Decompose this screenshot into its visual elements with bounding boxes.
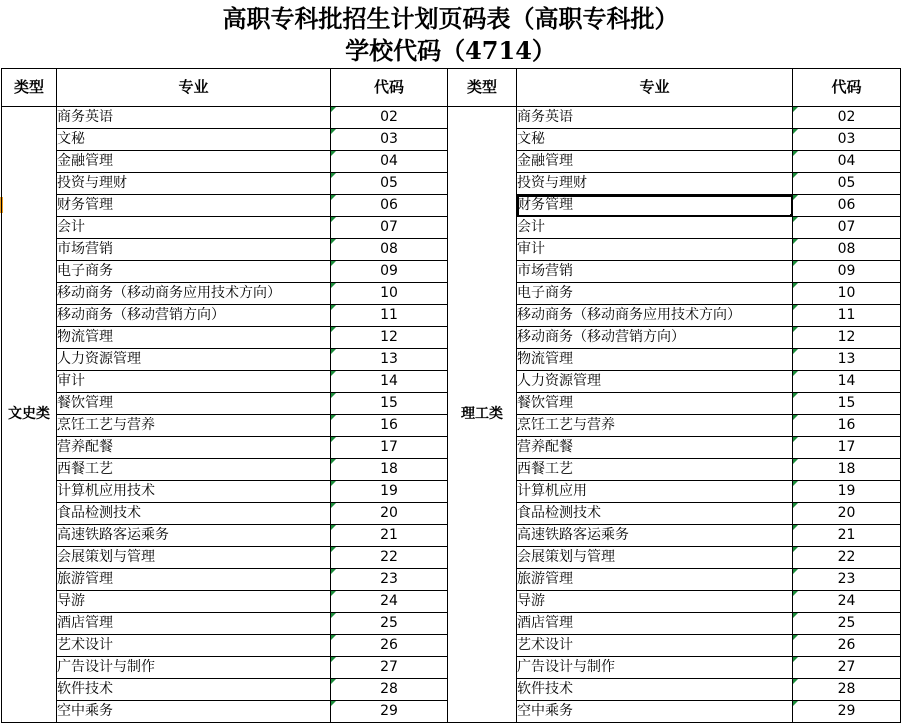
code-cell-right[interactable]: 18 bbox=[793, 459, 901, 481]
major-cell-left[interactable]: 电子商务 bbox=[57, 261, 331, 283]
code-cell-right[interactable]: 11 bbox=[793, 305, 901, 327]
major-cell-left[interactable]: 空中乘务 bbox=[57, 701, 331, 723]
code-cell-right[interactable]: 17 bbox=[793, 437, 901, 459]
major-cell-left[interactable]: 财务管理 bbox=[57, 195, 331, 217]
code-cell-right[interactable]: 21 bbox=[793, 525, 901, 547]
code-cell-right[interactable]: 27 bbox=[793, 657, 901, 679]
code-cell-right[interactable]: 02 bbox=[793, 107, 901, 129]
code-cell-left[interactable]: 07 bbox=[331, 217, 448, 239]
major-cell-right[interactable]: 商务英语 bbox=[517, 107, 793, 129]
code-cell-right[interactable]: 24 bbox=[793, 591, 901, 613]
major-cell-right[interactable]: 软件技术 bbox=[517, 679, 793, 701]
major-cell-left[interactable]: 广告设计与制作 bbox=[57, 657, 331, 679]
major-cell-right[interactable]: 文秘 bbox=[517, 129, 793, 151]
code-cell-left[interactable]: 18 bbox=[331, 459, 448, 481]
major-cell-left[interactable]: 物流管理 bbox=[57, 327, 331, 349]
major-cell-left[interactable]: 艺术设计 bbox=[57, 635, 331, 657]
code-cell-left[interactable]: 29 bbox=[331, 701, 448, 723]
major-cell-left[interactable]: 高速铁路客运乘务 bbox=[57, 525, 331, 547]
major-cell-right[interactable]: 餐饮管理 bbox=[517, 393, 793, 415]
major-cell-left[interactable]: 烹饪工艺与营养 bbox=[57, 415, 331, 437]
code-cell-right[interactable]: 29 bbox=[793, 701, 901, 723]
code-cell-right[interactable]: 12 bbox=[793, 327, 901, 349]
code-cell-left[interactable]: 17 bbox=[331, 437, 448, 459]
header-type-right[interactable]: 类型 bbox=[448, 69, 517, 107]
code-cell-right[interactable]: 03 bbox=[793, 129, 901, 151]
code-cell-right[interactable]: 04 bbox=[793, 151, 901, 173]
type-cell-left[interactable]: 文史类 bbox=[2, 107, 57, 723]
major-cell-right[interactable]: 会展策划与管理 bbox=[517, 547, 793, 569]
code-cell-left[interactable]: 14 bbox=[331, 371, 448, 393]
major-cell-right[interactable]: 移动商务（移动营销方向） bbox=[517, 327, 793, 349]
code-cell-left[interactable]: 10 bbox=[331, 283, 448, 305]
code-cell-left[interactable]: 25 bbox=[331, 613, 448, 635]
code-cell-right[interactable]: 14 bbox=[793, 371, 901, 393]
code-cell-left[interactable]: 09 bbox=[331, 261, 448, 283]
sheet-subtitle: 学校代码（4714） bbox=[345, 36, 556, 65]
table-row bbox=[2, 107, 901, 129]
major-cell-right[interactable]: 物流管理 bbox=[517, 349, 793, 371]
code-cell-left[interactable]: 27 bbox=[331, 657, 448, 679]
code-cell-right[interactable]: 09 bbox=[793, 261, 901, 283]
major-cell-right[interactable]: 金融管理 bbox=[517, 151, 793, 173]
header-major-right[interactable]: 专业 bbox=[517, 69, 793, 107]
code-cell-right[interactable]: 05 bbox=[793, 173, 901, 195]
code-cell-left[interactable]: 24 bbox=[331, 591, 448, 613]
major-cell-right[interactable]: 人力资源管理 bbox=[517, 371, 793, 393]
header-row bbox=[2, 69, 901, 107]
major-cell-right[interactable]: 电子商务 bbox=[517, 283, 793, 305]
sheet-title: 高职专科批招生计划页码表（高职专科批） bbox=[222, 4, 679, 33]
major-cell-left[interactable]: 投资与理财 bbox=[57, 173, 331, 195]
major-cell-right[interactable]: 移动商务（移动商务应用技术方向） bbox=[517, 305, 793, 327]
table-body bbox=[2, 107, 901, 723]
code-cell-left[interactable]: 19 bbox=[331, 481, 448, 503]
code-cell-left[interactable]: 26 bbox=[331, 635, 448, 657]
header-major-left[interactable]: 专业 bbox=[57, 69, 331, 107]
code-cell-left[interactable]: 02 bbox=[331, 107, 448, 129]
major-cell-left[interactable]: 移动商务（移动营销方向） bbox=[57, 305, 331, 327]
major-cell-left[interactable]: 餐饮管理 bbox=[57, 393, 331, 415]
code-cell-left[interactable]: 21 bbox=[331, 525, 448, 547]
spreadsheet bbox=[0, 68, 901, 727]
code-cell-right[interactable]: 26 bbox=[793, 635, 901, 657]
type-cell-right[interactable]: 理工类 bbox=[448, 107, 517, 723]
major-cell-right[interactable]: 会计 bbox=[517, 217, 793, 239]
plan-table bbox=[1, 68, 901, 723]
major-cell-right[interactable]: 市场营销 bbox=[517, 261, 793, 283]
major-cell-left[interactable]: 营养配餐 bbox=[57, 437, 331, 459]
code-cell-left[interactable]: 06 bbox=[331, 195, 448, 217]
major-cell-right[interactable]: 西餐工艺 bbox=[517, 459, 793, 481]
major-cell-left[interactable]: 导游 bbox=[57, 591, 331, 613]
major-cell-right[interactable]: 财务管理 bbox=[517, 195, 793, 217]
major-cell-left[interactable]: 旅游管理 bbox=[57, 569, 331, 591]
code-cell-right[interactable]: 13 bbox=[793, 349, 901, 371]
code-cell-left[interactable]: 22 bbox=[331, 547, 448, 569]
code-cell-right[interactable]: 23 bbox=[793, 569, 901, 591]
major-cell-left[interactable]: 西餐工艺 bbox=[57, 459, 331, 481]
major-cell-right[interactable]: 食品检测技术 bbox=[517, 503, 793, 525]
code-cell-left[interactable]: 05 bbox=[331, 173, 448, 195]
header-code-left[interactable]: 代码 bbox=[331, 69, 448, 107]
major-cell-right[interactable]: 营养配餐 bbox=[517, 437, 793, 459]
major-cell-left[interactable]: 文秘 bbox=[57, 129, 331, 151]
code-cell-right[interactable]: 16 bbox=[793, 415, 901, 437]
code-cell-right[interactable]: 07 bbox=[793, 217, 901, 239]
code-cell-left[interactable]: 28 bbox=[331, 679, 448, 701]
code-cell-left[interactable]: 12 bbox=[331, 327, 448, 349]
major-cell-left[interactable]: 计算机应用技术 bbox=[57, 481, 331, 503]
code-cell-right[interactable]: 19 bbox=[793, 481, 901, 503]
major-cell-left[interactable]: 会计 bbox=[57, 217, 331, 239]
code-cell-right[interactable]: 10 bbox=[793, 283, 901, 305]
major-cell-left[interactable]: 食品检测技术 bbox=[57, 503, 331, 525]
major-cell-right[interactable]: 计算机应用 bbox=[517, 481, 793, 503]
code-cell-right[interactable]: 20 bbox=[793, 503, 901, 525]
major-cell-left[interactable]: 金融管理 bbox=[57, 151, 331, 173]
code-cell-left[interactable]: 13 bbox=[331, 349, 448, 371]
code-cell-right[interactable]: 08 bbox=[793, 239, 901, 261]
major-cell-left[interactable]: 会展策划与管理 bbox=[57, 547, 331, 569]
code-cell-left[interactable]: 04 bbox=[331, 151, 448, 173]
code-cell-right[interactable]: 06 bbox=[793, 195, 901, 217]
major-cell-left[interactable]: 人力资源管理 bbox=[57, 349, 331, 371]
code-cell-left[interactable]: 08 bbox=[331, 239, 448, 261]
code-cell-left[interactable]: 03 bbox=[331, 129, 448, 151]
major-cell-right[interactable]: 烹饪工艺与营养 bbox=[517, 415, 793, 437]
code-cell-right[interactable]: 28 bbox=[793, 679, 901, 701]
major-cell-left[interactable]: 市场营销 bbox=[57, 239, 331, 261]
major-cell-left[interactable]: 移动商务（移动商务应用技术方向） bbox=[57, 283, 331, 305]
major-cell-right[interactable]: 艺术设计 bbox=[517, 635, 793, 657]
code-cell-left[interactable]: 11 bbox=[331, 305, 448, 327]
major-cell-right[interactable]: 空中乘务 bbox=[517, 701, 793, 723]
code-cell-left[interactable]: 15 bbox=[331, 393, 448, 415]
major-cell-right[interactable]: 旅游管理 bbox=[517, 569, 793, 591]
code-cell-left[interactable]: 23 bbox=[331, 569, 448, 591]
code-cell-left[interactable]: 16 bbox=[331, 415, 448, 437]
code-cell-right[interactable]: 15 bbox=[793, 393, 901, 415]
major-cell-right[interactable]: 高速铁路客运乘务 bbox=[517, 525, 793, 547]
header-code-right[interactable]: 代码 bbox=[793, 69, 901, 107]
major-cell-right[interactable]: 广告设计与制作 bbox=[517, 657, 793, 679]
major-cell-right[interactable]: 导游 bbox=[517, 591, 793, 613]
major-cell-left[interactable]: 商务英语 bbox=[57, 107, 331, 129]
major-cell-right[interactable]: 审计 bbox=[517, 239, 793, 261]
major-cell-left[interactable]: 酒店管理 bbox=[57, 613, 331, 635]
code-cell-right[interactable]: 22 bbox=[793, 547, 901, 569]
major-cell-right[interactable]: 酒店管理 bbox=[517, 613, 793, 635]
code-cell-left[interactable]: 20 bbox=[331, 503, 448, 525]
code-cell-right[interactable]: 25 bbox=[793, 613, 901, 635]
header-type-left[interactable]: 类型 bbox=[2, 69, 57, 107]
major-cell-left[interactable]: 审计 bbox=[57, 371, 331, 393]
major-cell-left[interactable]: 软件技术 bbox=[57, 679, 331, 701]
major-cell-right[interactable]: 投资与理财 bbox=[517, 173, 793, 195]
